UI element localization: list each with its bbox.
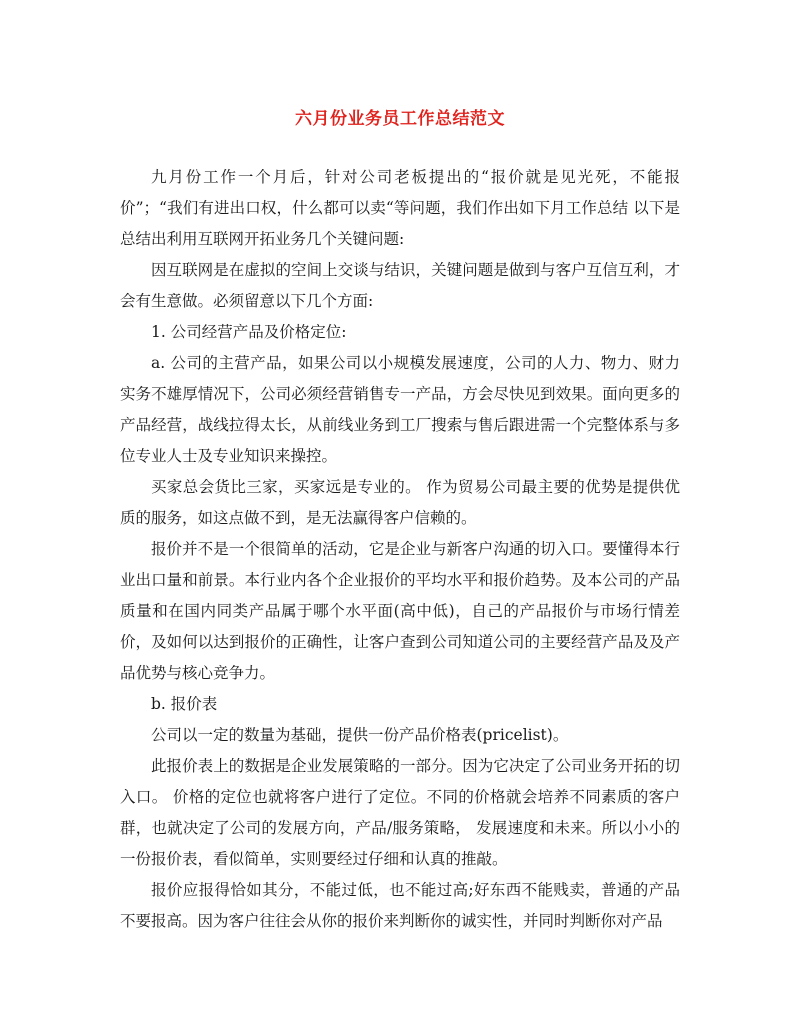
section-heading-product-pricing: 1. 公司经营产品及价格定位: <box>151 323 347 341</box>
page-title: 六月份业务员工作总结范文 <box>295 109 505 129</box>
paragraph-price-list-basis: 公司以一定的数量为基础，提供一份产品价格表(pricelist)。 <box>151 726 569 744</box>
paragraph-main-products: a. 公司的主营产品，如果公司以小规模发展速度，公司的人力、物力、财力实务不雄厚情况下，公司必须经营销售专一产品，方会尽快见到效果。面向更多的产品经营，战线拉得太长，从前线业务到工厂搜索与售后跟进需一个完整体系与多位专业人士及专业知识来操控。 <box>120 354 680 465</box>
paragraph-buyers-compare: 买家总会货比三家，买家远是专业的。 作为贸易公司最主要的优势是提供优质的服务，如这点做不到，是无法赢得客户信赖的。 <box>120 478 680 527</box>
paragraph-price-list-strategy: 此报价表上的数据是企业发展策略的一部分。因为它决定了公司业务开拓的切入口。 价格的定位也就将客户进行了定位。不同的价格就会培养不同素质的客户群，也就决定了公司的发展方向，产品/服务策略， 发展速度和未来。所以小小的一份报价表，看似简单，实则要经过仔细和认真的推敲。 <box>120 757 680 868</box>
section-heading-price-list: b. 报价表 <box>151 695 218 713</box>
paragraph-quoting-activity: 报价并不是一个很简单的活动，它是企业与新客户沟通的切入口。要懂得本行业出口量和前景。本行业内各个企业报价的平均水平和报价趋势。及本公司的产品质量和在国内同类产品属于哪个水平面(高中低)，自己的产品报价与市场行情差价，及如何以达到报价的正确性，让客户查到公司知道公司的主要经营产品及及产品优势与核心竞争力。 <box>120 540 680 682</box>
paragraph-quote-appropriately: 报价应报得恰如其分，不能过低，也不能过高;好东西不能贱卖，普通的产品不要报高。因为客户往往会从你的报价来判断你的诚实性，并同时判断你对产品 <box>120 881 680 930</box>
paragraph-intro: 九月份工作一个月后，针对公司老板提出的“报价就是见光死，不能报价”；“我们有进出口权，什么都可以卖“等问题，我们作出如下月工作总结 以下是总结出利用互联网开拓业务几个关键问题: <box>120 168 680 248</box>
paragraph-internet-trust: 因互联网是在虚拟的空间上交谈与结识，关键问题是做到与客户互信互利，才会有生意做。必须留意以下几个方面: <box>120 261 680 310</box>
document-body <box>120 162 680 937</box>
